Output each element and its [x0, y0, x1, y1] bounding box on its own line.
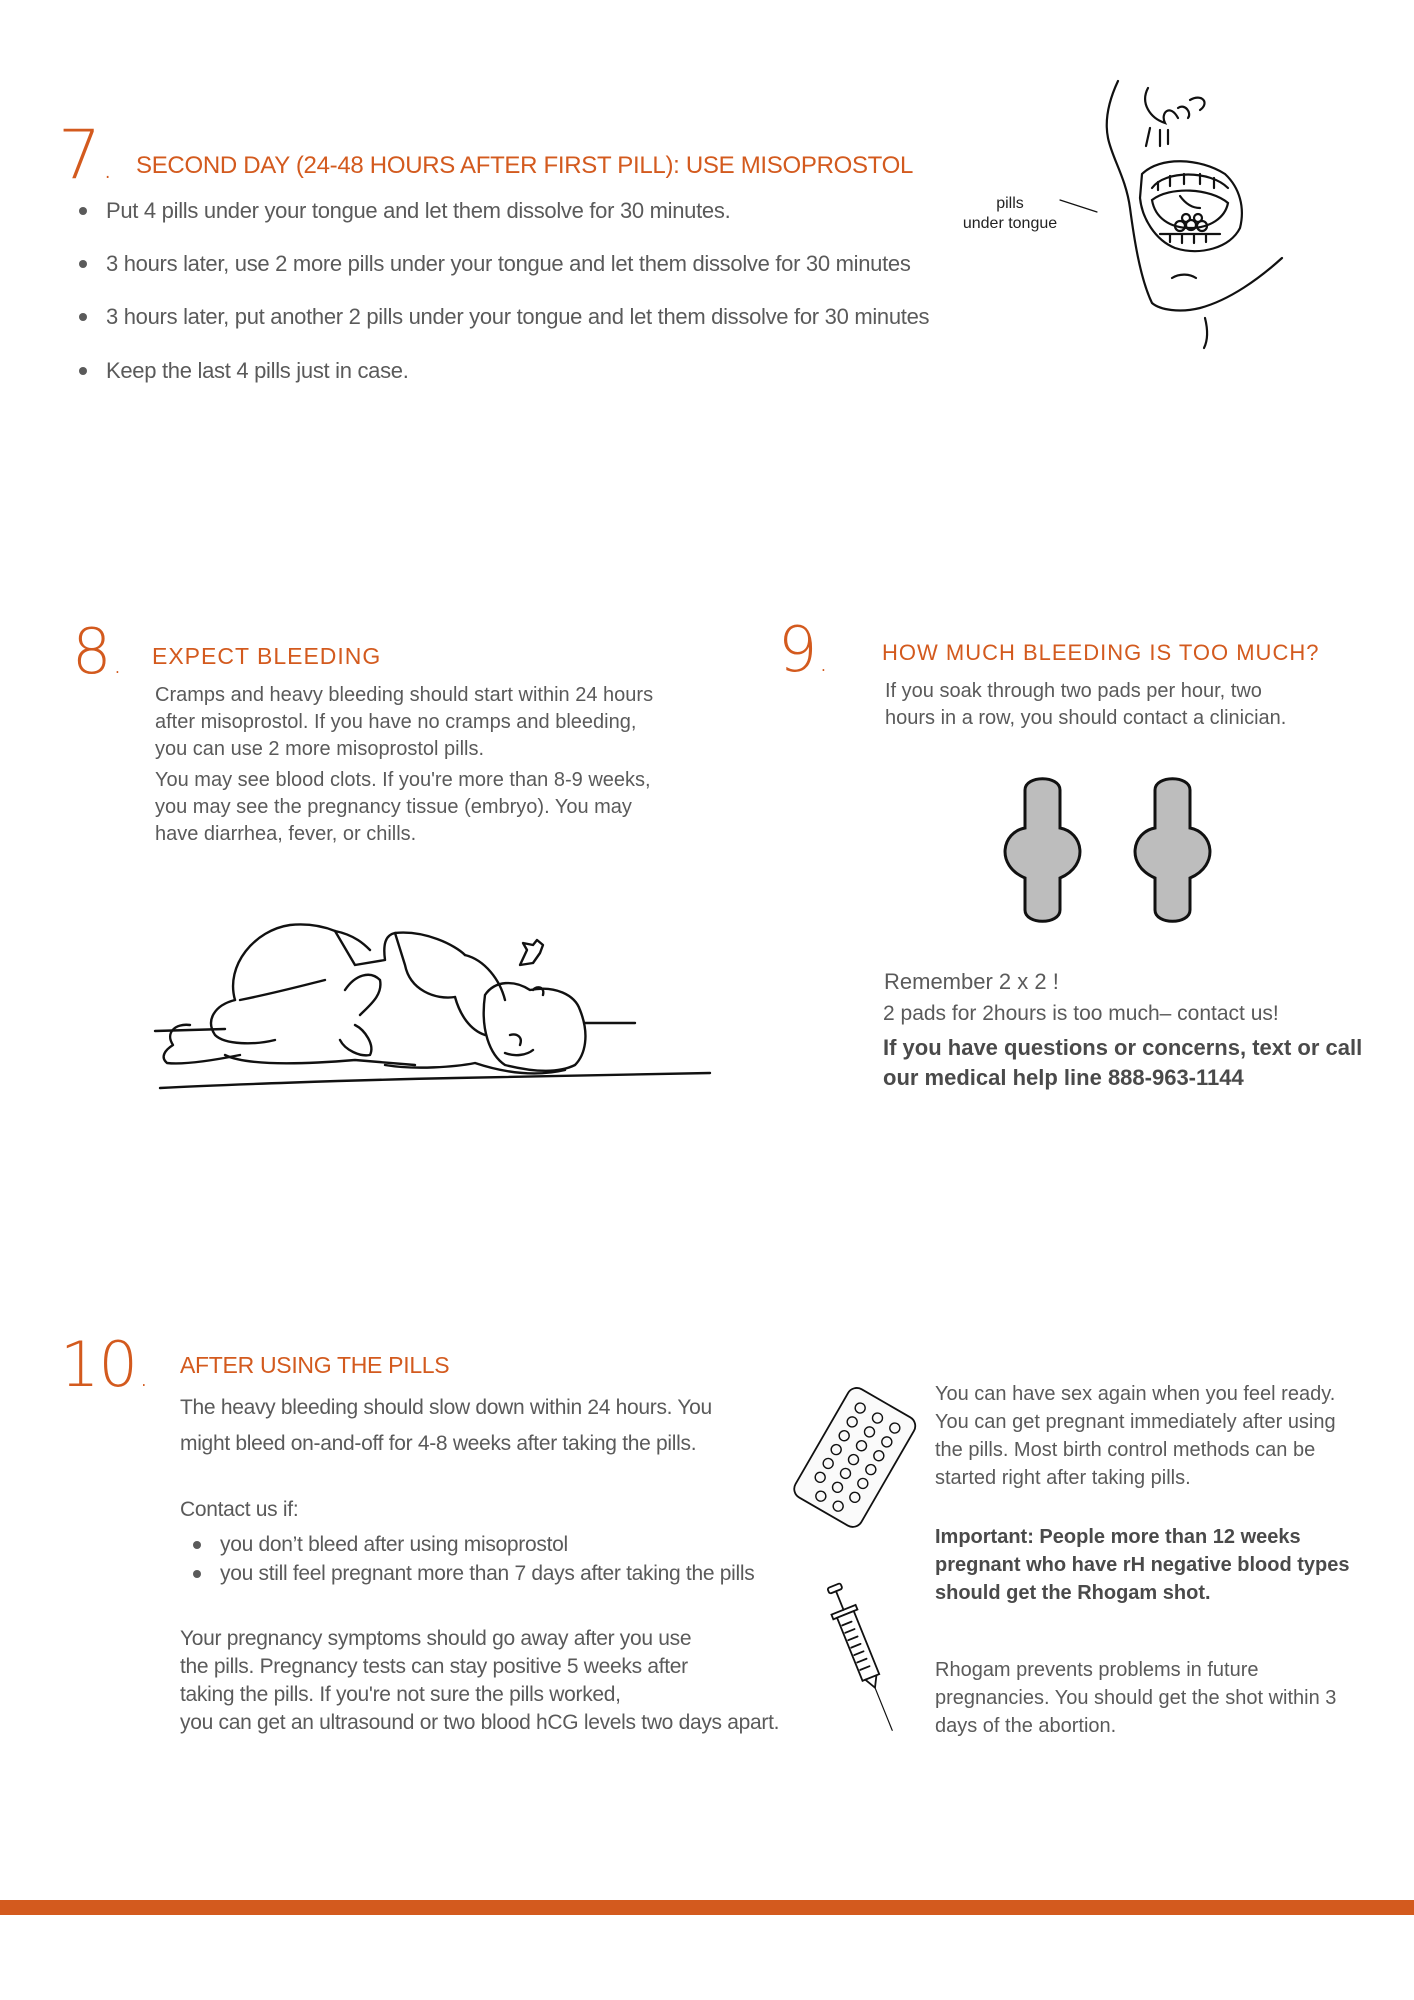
section-number-7: 7.	[58, 116, 113, 195]
section-number-10: 10.	[60, 1328, 148, 1401]
pad-left	[1005, 779, 1080, 922]
contact-conditions	[190, 1530, 754, 1588]
contact-label: Contact us if:	[180, 1498, 299, 1521]
birth-control-pill-pack-icon	[795, 1390, 915, 1525]
section-9-body: If you soak through two pads per hour, two hours in a row, you should contact a clinician.	[885, 680, 1287, 729]
paragraph-clots: You may see blood clots. If you're more than 8-9 weeks, you may see the pregnancy tissue (embryo). You may have diarrhea, fever, or chills.	[155, 769, 651, 845]
section-10-intro: The heavy bleeding should slow down within 24 hours. You might bleed on-and-off for 4-8 weeks after taking the pills.	[180, 1396, 712, 1455]
step-item: Keep the last 4 pills just in case.	[76, 358, 929, 384]
step-item: Put 4 pills under your tongue and let them dissolve for 30 minutes.	[76, 198, 929, 224]
footer-accent-bar	[0, 1900, 1414, 1915]
two-by-two-rule: 2 pads for 2hours is too much– contact us!	[883, 1002, 1279, 1025]
section-8-body	[155, 682, 653, 848]
syringe-icon	[828, 1578, 898, 1738]
rhogam-info: Rhogam prevents problems in future pregnancies. You should get the shot within 3 days of the abortion.	[935, 1659, 1337, 1737]
condition-item: you still feel pregnant more than 7 days after taking the pills	[190, 1559, 754, 1588]
section-number-9: 9.	[778, 613, 828, 686]
step-item: 3 hours later, put another 2 pills under your tongue and let them dissolve for 30 minutes	[76, 304, 929, 330]
symptoms-paragraph: Your pregnancy symptoms should go away after you use the pills. Pregnancy tests can stay positive 5 weeks after taking the pills. If you're not sure the pills worked, you can get an ultrasound or two blood hCG levels two days apart.	[180, 1627, 780, 1734]
pad-right	[1135, 779, 1210, 922]
help-line: If you have questions or concerns, text or call our medical help line 888-963-1144	[883, 1035, 1363, 1090]
open-mouth-illustration-icon	[1060, 78, 1310, 348]
section-number-8: 8.	[72, 615, 122, 688]
section-9-title: HOW MUCH BLEEDING IS TOO MUCH?	[882, 640, 1320, 665]
person-lying-curled-icon	[155, 905, 715, 1095]
section-7-steps	[76, 198, 929, 384]
pills-label: pills under tongue	[962, 195, 1058, 232]
section-10-title: AFTER USING THE PILLS	[180, 1352, 450, 1378]
sanitary-pads-icon	[1005, 770, 1225, 930]
condition-item: you don’t bleed after using misoprostol	[190, 1530, 754, 1559]
remember-rule: Remember 2 x 2 !	[884, 969, 1059, 994]
step-item: 3 hours later, use 2 more pills under your tongue and let them dissolve for 30 minutes	[76, 251, 929, 277]
sex-and-birth-control: You can have sex again when you feel ready. You can get pregnant immediately after using the pills. Most birth control methods can be started right after taking pills.	[935, 1383, 1336, 1489]
section-8-title: EXPECT BLEEDING	[152, 643, 382, 669]
rhogam-important-notice: Important: People more than 12 weeks pregnant who have rH negative blood types should get the Rhogam shot.	[935, 1526, 1350, 1604]
section-7-title: SECOND DAY (24-48 HOURS AFTER FIRST PILL): USE MISOPROSTOL	[136, 152, 914, 179]
paragraph-cramps: Cramps and heavy bleeding should start within 24 hours after misoprostol. If you have no cramps and bleeding, you can use 2 more misoprostol pills.	[155, 684, 654, 760]
